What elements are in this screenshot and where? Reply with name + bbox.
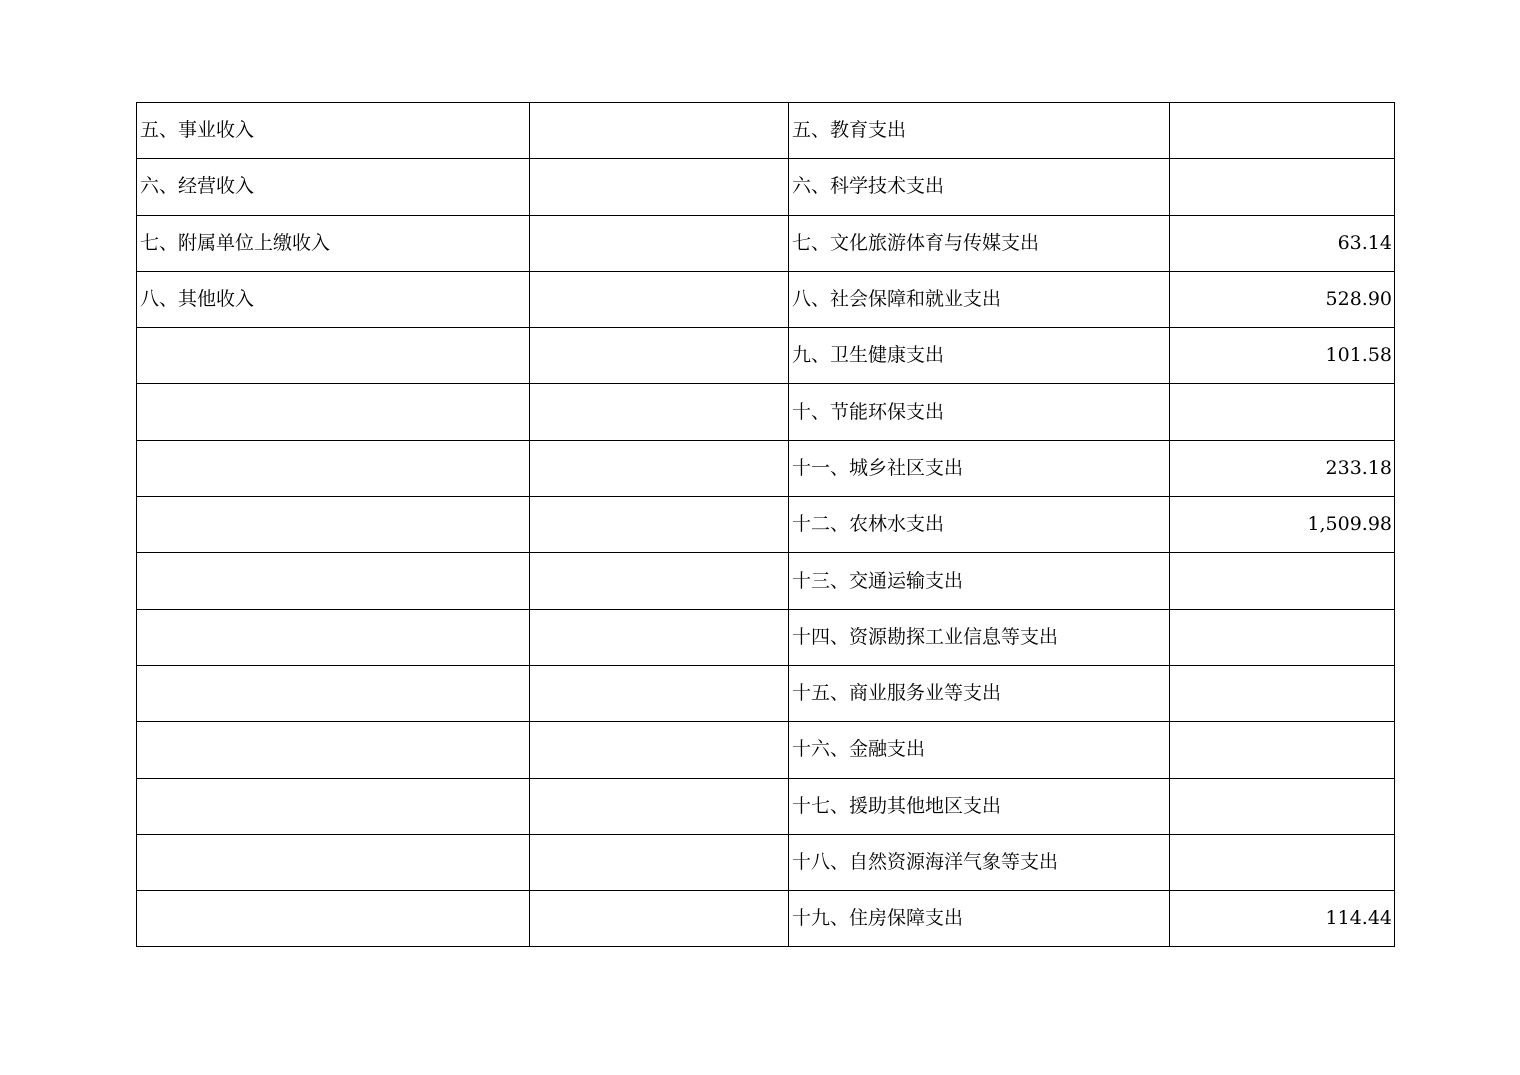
expense-item-cell: 十九、住房保障支出 [789,891,1170,947]
table-row [137,609,1395,665]
income-amount-cell [530,215,789,271]
income-amount-cell [530,834,789,890]
expense-amount-cell [1170,553,1395,609]
table-row [137,440,1395,496]
expense-item-cell: 六、科学技术支出 [789,159,1170,215]
expense-item-cell: 十五、商业服务业等支出 [789,665,1170,721]
income-item-cell [137,384,530,440]
expense-item-cell: 十六、金融支出 [789,722,1170,778]
income-item-cell [137,891,530,947]
income-amount-cell [530,103,789,159]
table-row [137,271,1395,327]
income-item-cell: 七、附属单位上缴收入 [137,215,530,271]
income-amount-cell [530,440,789,496]
income-item-cell [137,834,530,890]
expense-item-cell: 八、社会保障和就业支出 [789,271,1170,327]
expense-amount-cell [1170,722,1395,778]
income-item-cell [137,553,530,609]
income-item-cell: 六、经营收入 [137,159,530,215]
income-amount-cell [530,722,789,778]
expense-item-cell: 十二、农林水支出 [789,497,1170,553]
table-row [137,665,1395,721]
expense-amount-cell [1170,159,1395,215]
table-row [137,891,1395,947]
table-row [137,103,1395,159]
income-item-cell: 五、事业收入 [137,103,530,159]
table-row [137,778,1395,834]
expense-item-cell: 十、节能环保支出 [789,384,1170,440]
expense-amount-cell [1170,778,1395,834]
table-row [137,215,1395,271]
expense-amount-cell [1170,665,1395,721]
table-row [137,497,1395,553]
income-amount-cell [530,384,789,440]
income-item-cell [137,778,530,834]
expense-amount-cell [1170,384,1395,440]
income-amount-cell [530,271,789,327]
table-row [137,328,1395,384]
budget-table [136,102,1395,947]
expense-amount-cell: 233.18 [1170,440,1395,496]
expense-amount-cell [1170,834,1395,890]
income-item-cell [137,497,530,553]
expense-item-cell: 十四、资源勘探工业信息等支出 [789,609,1170,665]
income-item-cell [137,665,530,721]
income-amount-cell [530,328,789,384]
expense-amount-cell: 1,509.98 [1170,497,1395,553]
expense-item-cell: 十八、自然资源海洋气象等支出 [789,834,1170,890]
income-item-cell [137,440,530,496]
expense-amount-cell [1170,609,1395,665]
expense-amount-cell: 528.90 [1170,271,1395,327]
income-amount-cell [530,891,789,947]
expense-item-cell: 十三、交通运输支出 [789,553,1170,609]
income-item-cell [137,722,530,778]
expense-item-cell: 五、教育支出 [789,103,1170,159]
income-amount-cell [530,159,789,215]
income-amount-cell [530,778,789,834]
table-row [137,553,1395,609]
expense-amount-cell [1170,103,1395,159]
table-row [137,384,1395,440]
budget-table-body [137,103,1395,947]
income-amount-cell [530,665,789,721]
expense-amount-cell: 101.58 [1170,328,1395,384]
income-item-cell [137,609,530,665]
income-item-cell [137,328,530,384]
table-row [137,834,1395,890]
income-item-cell: 八、其他收入 [137,271,530,327]
income-amount-cell [530,497,789,553]
income-amount-cell [530,553,789,609]
expense-amount-cell: 114.44 [1170,891,1395,947]
table-row [137,722,1395,778]
expense-item-cell: 七、文化旅游体育与传媒支出 [789,215,1170,271]
expense-item-cell: 十七、援助其他地区支出 [789,778,1170,834]
expense-item-cell: 九、卫生健康支出 [789,328,1170,384]
expense-item-cell: 十一、城乡社区支出 [789,440,1170,496]
expense-amount-cell: 63.14 [1170,215,1395,271]
income-amount-cell [530,609,789,665]
table-row [137,159,1395,215]
